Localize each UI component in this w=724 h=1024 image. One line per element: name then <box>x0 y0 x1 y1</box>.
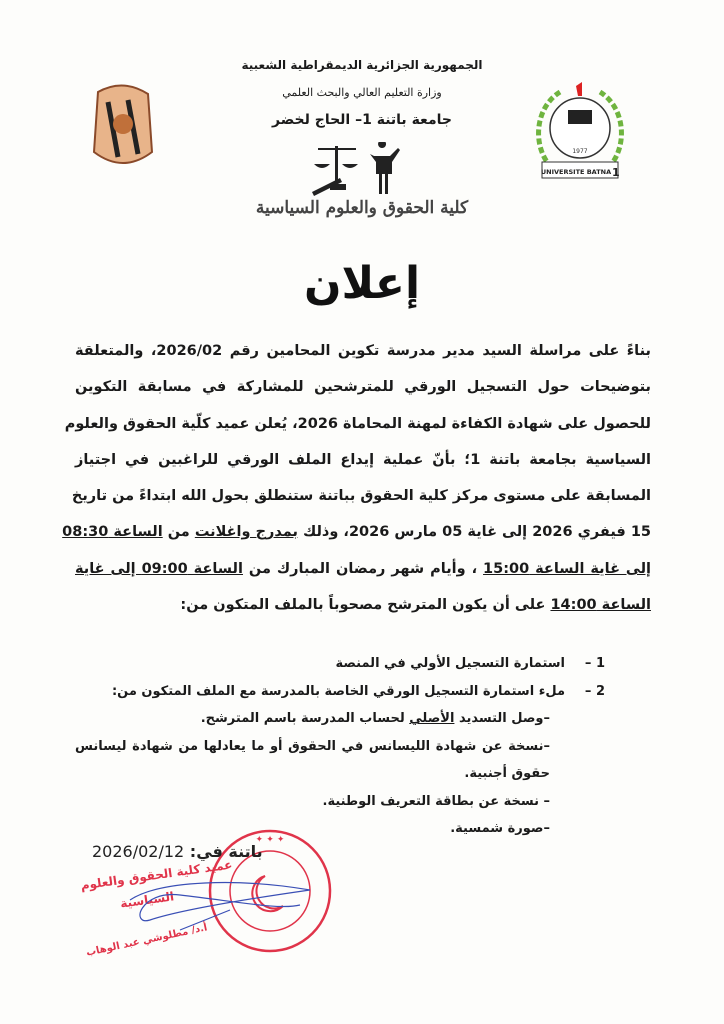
body-text: بتوضيحات حول التسجيل الورقي للمترشحين للمشاركة في مسابقة التكوين <box>75 379 651 396</box>
sub-item-receipt: –وصل التسديد الأصلي لحساب المدرسة باسم المترشح. <box>200 711 550 726</box>
university-name: جامعة باتنة 1– الحاج لخضر <box>272 112 452 128</box>
body-text: السياسية بجامعة باتنة 1؛ بأنّ عملية إيداع الملف الورقي للراغبين في اجتياز <box>75 451 651 468</box>
dean-title: عميد كلية الحقوق والعلوم <box>79 857 234 893</box>
body-text: 15 فيفري 2026 إلى غاية 05 مارس 2026، وذلك <box>297 524 651 541</box>
underlined-text: إلى غاية الساعة 15:00 <box>483 560 651 577</box>
handwritten-signature <box>120 870 320 940</box>
body-text: المسابقة على مستوى مركز كلية الحقوق بباتنة ستنطلق بحول الله ابتداءً من تاريخ <box>71 488 651 505</box>
body-line <box>62 514 651 550</box>
sub-item-photo: –صورة شمسية. <box>450 821 550 836</box>
announcement-title: إعلان <box>303 258 421 309</box>
body-line <box>75 587 651 623</box>
body-text: بناءً على مراسلة السيد مدير مدرسة تكوين المحامين رقم 2026/02، والمتعلقة <box>75 343 651 359</box>
list-item: 2 –ملء استمارة التسجيل الورقي الخاصة بالمدرسة مع الملف المتكون من: <box>111 683 605 699</box>
body-line <box>71 478 651 514</box>
announcement-body <box>62 333 651 623</box>
body-text: ، وأيام شهر رمضان المبارك من <box>242 560 484 577</box>
required-documents-list <box>75 650 605 843</box>
body-text: للحصول على شهادة الكفاءة لمهنة المحاماة 2026، يُعلن عميد كلّية الحقوق والعلوم <box>64 415 651 432</box>
body-line <box>75 369 651 405</box>
svg-text:1: 1 <box>612 166 620 179</box>
underlined-text: بمدرج واغلانت <box>194 524 298 541</box>
sub-item-id-card: – نسخة عن بطاقة التعريف الوطنية. <box>322 793 550 809</box>
logo-year: 1977 <box>572 148 588 155</box>
justice-scales-icon <box>310 142 410 198</box>
body-line <box>75 333 651 369</box>
underlined-text: الساعة 14:00 <box>550 597 651 614</box>
dean-name: أ.د/ مطلوشي عبد الوهاب <box>85 922 209 959</box>
svg-text:✦ ✦ ✦: ✦ ✦ ✦ <box>255 835 285 845</box>
faculty-name: كلية الحقوق والعلوم السياسية <box>255 198 469 218</box>
republic-name: الجمهورية الجزائرية الديمقراطية الشعبية <box>241 58 483 72</box>
dean-title-cont: السياسية <box>119 889 175 911</box>
body-text: على أن يكون المترشح مصحوباً بالملف المتكون من: <box>180 597 551 614</box>
body-text: من <box>162 524 195 541</box>
date-line: باتنة في: 2026/02/12 <box>92 842 263 861</box>
sub-item-license: –نسخة عن شهادة الليسانس في الحقوق أو ما يعادلها من شهادة ليسانس <box>75 738 550 754</box>
body-line <box>75 551 651 587</box>
underlined-text: الساعة 08:30 <box>62 524 163 541</box>
ministry-name: وزارة التعليم العالي والبحث العلمي <box>282 86 442 99</box>
body-line <box>75 442 651 478</box>
sub-item-license-cont: حقوق أجنبية. <box>464 766 550 781</box>
list-item: 1 –استمارة التسجيل الأولي في المنصة <box>335 656 605 671</box>
logo-text: UNIVERSITE BATNA <box>540 168 612 176</box>
body-line <box>64 406 651 442</box>
underlined-text: الساعة 09:00 إلى غاية <box>75 560 243 577</box>
